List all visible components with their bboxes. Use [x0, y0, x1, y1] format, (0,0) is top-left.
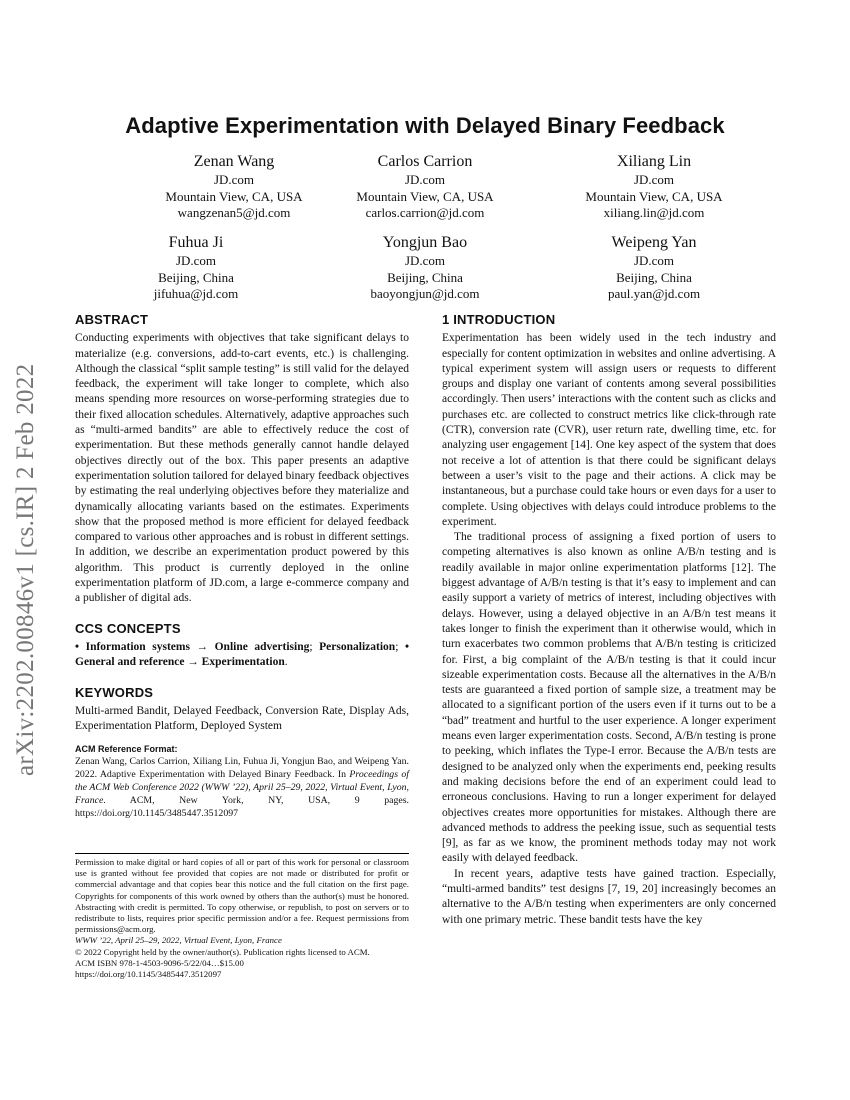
author-name: Weipeng Yan — [611, 234, 697, 251]
author-location: Mountain View, CA, USA — [585, 188, 723, 204]
author-affiliation: JD.com — [404, 253, 446, 268]
reference-heading: ACM Reference Format: — [75, 744, 178, 755]
isbn-line: ACM ISBN 978-1-4503-9096-5/22/04…$15.00 — [75, 957, 244, 968]
author-block — [305, 152, 545, 222]
abstract-text: Conducting experiments with objectives that take significant delays to materialize (e.g. conversions, add-to-cart events, etc.) is challenging. Although the classical “split sample testing” is still valid for the delayed feedback, the experiment will take longer to complete, which also means spending more resources on worse-performing strategies due to their fixed allocation schedules. Alternatively, adaptive approaches such as “multi-armed bandits” are able to effectively reduce the cost of experimentation. But these methods generally cannot handle delayed objectives directly out of the box. This paper presents an adaptive experimentation solution tailored for delayed binary feedback objectives by estimating the real underlying objectives before they materialize and dynamically allocating variants based on the estimates. Experiments show that the proposed method is more efficient for delayed feedback compared to various other approaches and is robust in different settings. In addition, we describe an experimentation product powered by this algorithm. This product is currently deployed in the online experimentation platform of JD.com, a large e-commerce company and a publisher of digital ads. — [75, 332, 409, 605]
author-name: Carlos Carrion — [377, 153, 473, 170]
reference-venue: Proceedings of the ACM Web Conference 2022 (WWW ’22), April 25–29, 2022, Virtual Event, Lyon, France — [75, 769, 409, 807]
author-affiliation: JD.com — [404, 172, 446, 187]
copyright-line: © 2022 Copyright held by the owner/author(s). Publication rights licensed to ACM. — [75, 946, 370, 957]
keywords-heading: KEYWORDS — [75, 684, 154, 700]
arxiv-identifier: arXiv:2202.00846v1 [cs.IR] 2 Feb 2022 — [12, 363, 39, 776]
ccs-concept: Personalization — [319, 640, 396, 653]
author-location: Mountain View, CA, USA — [165, 188, 303, 204]
intro-paragraph: The traditional process of assigning a fixed portion of users to competing alternatives is also known as online A/B/n testing and is readily available in major online experimentation platforms [12]. The biggest advantage of A/B/n testing is that it’s easy to implement and can easily support a variety of metrics of interest, including objectives with delays. However, using a delayed objective in an A/B/n test means it takes longer to finish the experiment than it otherwise would, which in turn exacerbates two common problems that A/B/n testing is criticized for. First, a big complaint of the A/B/n testing is that it could incur sizeable experimentation costs. Because all the alternatives in the A/B/n tests are guaranteed a fixed portion of sample size, a treatment may be allocated to a significant portion of the users even if it turns out to be a “bad” treatment and hurtful to the user experience. A longer experiment means even larger experimentation costs. Second, A/B/n testing is prone to peeking, which inflates the Type-I error. Because the A/B/n tests are designed to be analyzed only when the experiments end, peeking results and making decisions before the end of an experiment could lead to erroneous conclusions. Having to run a longer experiment for delayed objectives creates more opportunities for mistakes. Although there are advanced methods to address the peeking issue, such as sequential tests [9], as far as we know, the prominent methods today may not work easily with delayed feedback. — [442, 531, 776, 865]
author-affiliation: JD.com — [213, 172, 255, 187]
author-name: Xiliang Lin — [616, 153, 692, 170]
author-block — [305, 233, 545, 303]
author-block — [76, 233, 316, 303]
ccs-end: . — [284, 656, 288, 669]
keywords-text: Multi-armed Bandit, Delayed Feedback, Conversion Rate, Display Ads, Experimentation Platform, Deployed System — [75, 704, 409, 733]
right-column — [442, 312, 776, 928]
reference-tail: . ACM, New York, NY, USA, 9 pages. https://doi.org/10.1145/3485447.3512097 — [75, 795, 409, 820]
author-name: Fuhua Ji — [168, 234, 224, 251]
author-affiliation: JD.com — [633, 172, 675, 187]
author-name: Yongjun Bao — [382, 234, 468, 251]
intro-paragraph: Experimentation has been widely used in the tech industry and especially for content optimization in websites and online advertising. A typical experiment system will assign users or requests to different groups and display one variant of contents among several possibilities accordingly. Then users’ interactions with the content such as clicks and purchases etc. are collected to construct metrics like click-through rate (CTR), conversion rate (CVR), user return rate, dwelling time, etc. for analyzing user engagement [14]. One key aspect of the system that does not receive a lot of attention is that there could be significant delays between a user’s visit to the page and their actions. A click may be instantaneous, but a purchase could take hours or even days for a user to complete. Using objectives with delays could introduce problems to the experiment. — [442, 332, 776, 528]
doi-link[interactable]: https://doi.org/10.1145/3485447.3512097 — [75, 969, 222, 980]
permission-text: Permission to make digital or hard copies of all or part of this work for personal or classroom use is granted without fee provided that copies are not made or distributed for profit or commercial advantage and that copies bear this notice and the full citation on the first page. Copyrights for components of this work owned by others than the author(s) must be honored. Abstracting with credit is permitted. To copy otherwise, or republish, to post on servers or to redistribute to lists, requires prior specific permission and/or a fee. Request permissions from permissions@acm.org. — [75, 857, 409, 935]
author-block — [534, 233, 774, 303]
intro-paragraph: In recent years, adaptive tests have gained traction. Especially, “multi-armed bandits” test designs [7, 19, 20] increasingly becomes an alternative to the A/B/n testing when experimenters are only concerned with one primary metric. These bandit tests have the key — [442, 867, 776, 926]
reference-text — [75, 755, 409, 820]
author-email: carlos.carrion@jd.com — [365, 205, 485, 220]
author-block — [534, 152, 774, 222]
author-location: Mountain View, CA, USA — [356, 188, 494, 204]
permission-block — [75, 857, 409, 980]
author-location: Beijing, China — [158, 269, 234, 285]
author-affiliation: JD.com — [175, 253, 217, 268]
footnote-rule — [75, 853, 409, 854]
author-affiliation: JD.com — [633, 253, 675, 268]
abstract-heading: ABSTRACT — [75, 312, 149, 327]
author-email: xiliang.lin@jd.com — [603, 205, 705, 220]
reference-authors: Zenan Wang, Carlos Carrion, Xiliang Lin, Fuhua Ji, Yongjun Bao, and Weipeng Yan. 2022. Adaptive Experimentation with Delayed Binary Feedback. In — [75, 756, 409, 781]
author-location: Beijing, China — [616, 269, 692, 285]
intro-heading: 1 INTRODUCTION — [442, 312, 556, 327]
ccs-concepts — [75, 640, 409, 671]
conference-line: WWW ’22, April 25–29, 2022, Virtual Event, Lyon, France — [75, 935, 282, 946]
author-name: Zenan Wang — [193, 153, 275, 170]
ccs-concept: • General and reference → Experimentation — [75, 640, 409, 669]
paper-title: Adaptive Experimentation with Delayed Binary Feedback — [125, 113, 725, 138]
ccs-concept: • Information systems → Online advertising — [75, 640, 310, 653]
author-email: baoyongjun@jd.com — [370, 286, 480, 301]
ccs-separator: ; — [395, 640, 405, 653]
ccs-heading: CCS CONCEPTS — [75, 620, 181, 636]
left-column — [75, 312, 409, 820]
author-email: wangzenan5@jd.com — [177, 205, 291, 220]
ccs-separator: ; — [309, 640, 320, 653]
author-email: paul.yan@jd.com — [607, 286, 701, 301]
author-email: jifuhua@jd.com — [153, 286, 239, 301]
author-location: Beijing, China — [387, 269, 463, 285]
